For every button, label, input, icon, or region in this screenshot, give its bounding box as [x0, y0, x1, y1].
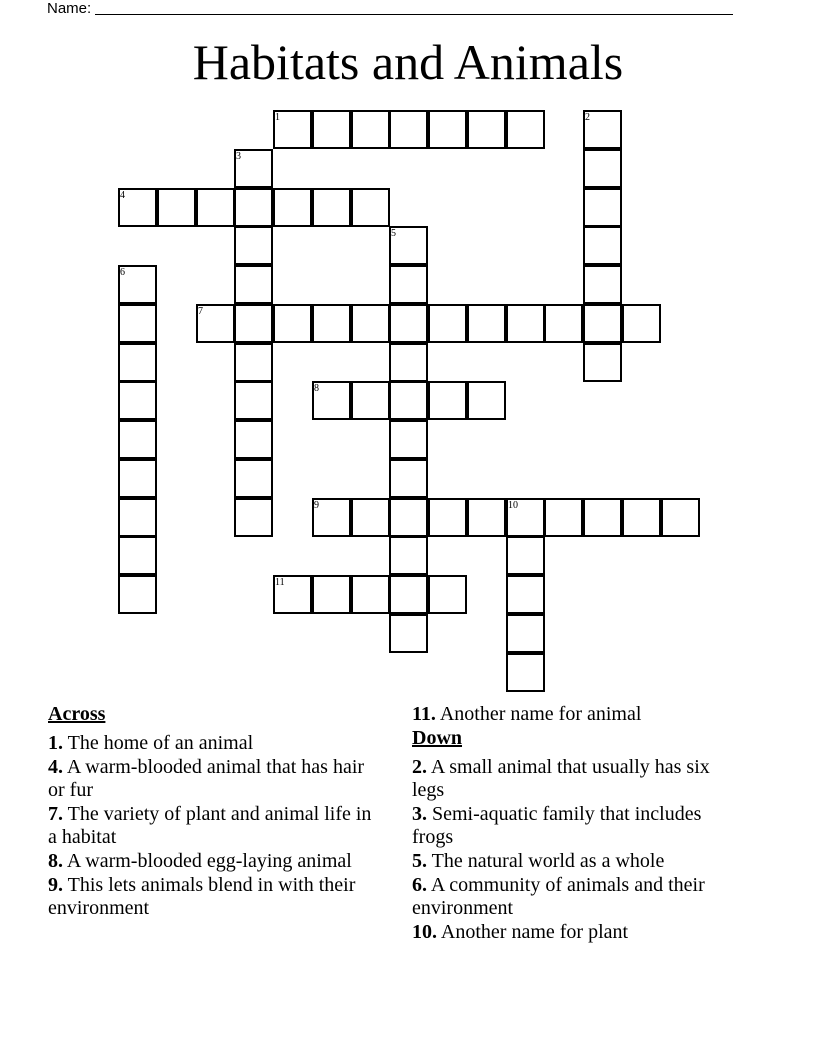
clues-right-column	[412, 703, 742, 945]
crossword-cell[interactable]	[351, 381, 390, 420]
crossword-cell[interactable]	[506, 614, 545, 653]
crossword-cell[interactable]	[428, 498, 467, 537]
clue-number: 7	[198, 306, 203, 317]
crossword-cell[interactable]	[389, 304, 428, 343]
across-clue-list	[48, 732, 378, 920]
crossword-cell[interactable]	[234, 304, 273, 343]
across-heading: Across	[48, 703, 106, 725]
clue-item-number: 5.	[412, 850, 427, 872]
crossword-cell[interactable]	[234, 459, 273, 498]
clue-item	[48, 874, 378, 920]
clue-number: 3	[236, 151, 241, 162]
clue-item	[48, 803, 378, 849]
crossword-cell[interactable]	[234, 188, 273, 227]
crossword-cell[interactable]	[118, 575, 157, 614]
crossword-cell[interactable]	[234, 265, 273, 304]
clue-item-text: A warm-blooded animal that has hair or fur	[48, 756, 365, 801]
crossword-cell[interactable]	[351, 498, 390, 537]
crossword-cell[interactable]	[312, 188, 351, 227]
crossword-cell[interactable]	[389, 614, 428, 653]
down-heading: Down	[412, 727, 463, 749]
crossword-cell[interactable]	[118, 420, 157, 459]
clue-item-text: Another name for plant	[440, 921, 629, 943]
crossword-cell[interactable]	[583, 343, 622, 382]
clue-item	[412, 850, 742, 873]
crossword-cell[interactable]	[389, 459, 428, 498]
crossword-cell[interactable]	[583, 226, 622, 265]
crossword-cell[interactable]	[583, 498, 622, 537]
crossword-cell[interactable]	[118, 343, 157, 382]
crossword-cell[interactable]	[583, 149, 622, 188]
clue-number: 10	[508, 500, 518, 511]
crossword-cell[interactable]	[389, 420, 428, 459]
crossword-cell[interactable]	[234, 498, 273, 537]
page-title: Habitats and Animals	[192, 34, 624, 90]
crossword-cell[interactable]	[583, 265, 622, 304]
clue-item-number: 2.	[412, 756, 427, 778]
crossword-cell[interactable]	[544, 304, 583, 343]
crossword-cell[interactable]	[312, 575, 351, 614]
clue-number: 6	[120, 267, 125, 278]
clue-item-text: This lets animals blend in with their environment	[48, 874, 356, 919]
clue-item	[412, 703, 742, 726]
crossword-cell[interactable]	[118, 536, 157, 575]
crossword-cell[interactable]	[506, 110, 545, 149]
clues-left-column	[48, 703, 378, 921]
crossword-cell[interactable]	[506, 304, 545, 343]
crossword-cell[interactable]	[351, 304, 390, 343]
clue-item	[412, 874, 742, 920]
clue-item-text: The natural world as a whole	[431, 850, 665, 872]
crossword-cell[interactable]	[428, 381, 467, 420]
crossword-cell[interactable]	[389, 110, 428, 149]
crossword-cell[interactable]	[506, 575, 545, 614]
clue-item	[412, 921, 742, 944]
clue-item-number: 1.	[48, 732, 63, 754]
crossword-cell[interactable]	[389, 575, 428, 614]
crossword-cell[interactable]	[351, 188, 390, 227]
clue-number: 9	[314, 500, 319, 511]
clue-item-text: Semi-aquatic family that includes frogs	[412, 803, 702, 848]
crossword-cell[interactable]	[661, 498, 700, 537]
crossword-cell[interactable]	[389, 381, 428, 420]
crossword-cell[interactable]	[506, 536, 545, 575]
clue-item-number: 10.	[412, 921, 437, 943]
clue-number: 2	[585, 112, 590, 123]
crossword-cell[interactable]	[196, 188, 235, 227]
clue-item-number: 11.	[412, 703, 436, 725]
crossword-cell[interactable]	[234, 343, 273, 382]
crossword-cell[interactable]	[234, 226, 273, 265]
crossword-cell[interactable]	[544, 498, 583, 537]
crossword-cell[interactable]	[428, 110, 467, 149]
crossword-cell[interactable]	[428, 575, 467, 614]
clue-item	[412, 756, 742, 802]
crossword-cell[interactable]	[622, 498, 661, 537]
clue-item	[48, 756, 378, 802]
clue-item-text: A small animal that usually has six legs	[412, 756, 710, 801]
clue-item-number: 4.	[48, 756, 63, 778]
clue-item-number: 9.	[48, 874, 63, 896]
crossword-cell[interactable]	[467, 304, 506, 343]
clue-item-text: The home of an animal	[67, 732, 254, 754]
crossword-cell[interactable]	[273, 304, 312, 343]
clue-item	[48, 732, 378, 755]
clue-item-text: A community of animals and their environment	[412, 874, 705, 919]
crossword-cell[interactable]	[389, 265, 428, 304]
clue-item-text: Another name for animal	[439, 703, 642, 725]
crossword-cell[interactable]	[351, 110, 390, 149]
clue-item-number: 7.	[48, 803, 63, 825]
clue-number: 1	[275, 112, 280, 123]
across-clue-list-continued	[412, 703, 742, 726]
crossword-cell[interactable]	[312, 110, 351, 149]
clue-number: 5	[391, 228, 396, 239]
crossword-cell[interactable]	[428, 304, 467, 343]
crossword-cell[interactable]	[506, 653, 545, 692]
clue-item-number: 3.	[412, 803, 427, 825]
crossword-cell[interactable]	[583, 188, 622, 227]
crossword-cell[interactable]	[351, 575, 390, 614]
crossword-cell[interactable]	[467, 110, 506, 149]
clue-item	[412, 803, 742, 849]
crossword-cell[interactable]	[389, 498, 428, 537]
crossword-cell[interactable]	[234, 420, 273, 459]
crossword-cell[interactable]	[273, 188, 312, 227]
clue-number: 4	[120, 190, 125, 201]
crossword-cell[interactable]	[389, 536, 428, 575]
crossword-cell[interactable]	[234, 381, 273, 420]
crossword-cell[interactable]	[118, 381, 157, 420]
crossword-cell[interactable]	[467, 381, 506, 420]
crossword-cell[interactable]	[118, 304, 157, 343]
clue-item-text: The variety of plant and animal life in a habitat	[48, 803, 372, 848]
name-label: Name:	[47, 0, 92, 17]
clue-item-number: 6.	[412, 874, 427, 896]
clue-item-number: 8.	[48, 850, 63, 872]
crossword-cell[interactable]	[312, 304, 351, 343]
crossword-cell[interactable]	[467, 498, 506, 537]
clue-item-text: A warm-blooded egg-laying animal	[66, 850, 352, 872]
down-clue-list	[412, 756, 742, 944]
crossword-cell[interactable]	[118, 459, 157, 498]
crossword-cell[interactable]	[389, 343, 428, 382]
clue-number: 11	[275, 577, 285, 588]
clue-number: 8	[314, 383, 319, 394]
crossword-cell[interactable]	[157, 188, 196, 227]
crossword-cell[interactable]	[622, 304, 661, 343]
clue-item	[48, 850, 378, 873]
crossword-cell[interactable]	[583, 304, 622, 343]
crossword-cell[interactable]	[118, 498, 157, 537]
